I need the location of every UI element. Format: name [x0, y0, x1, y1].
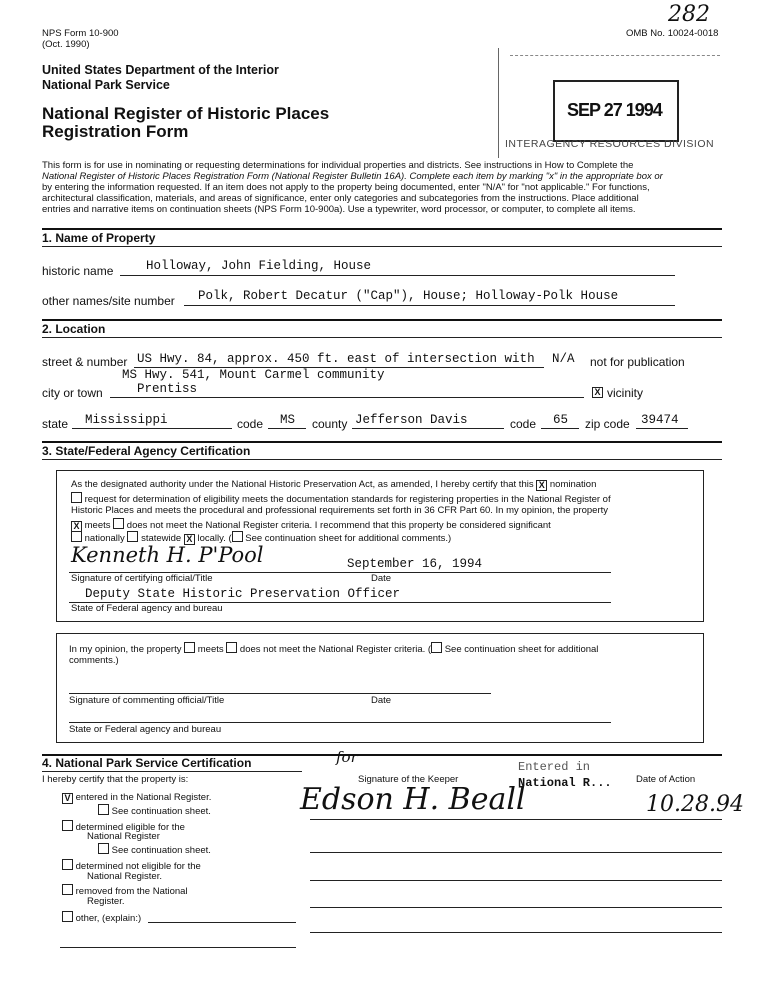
- removed-checkbox[interactable]: [62, 884, 73, 895]
- received-stamp: [553, 80, 679, 142]
- opinion-line2: comments.): [69, 655, 119, 666]
- locally-checkbox[interactable]: X: [184, 534, 195, 545]
- opinion-meets-checkbox[interactable]: [184, 642, 195, 653]
- section4-heading: 4. National Park Service Certification: [42, 756, 252, 770]
- na-value[interactable]: N/A: [552, 352, 575, 366]
- certify-label: I hereby certify that the property is:: [42, 774, 189, 785]
- certifying-signature: Kenneth H. P'Pool: [71, 543, 264, 567]
- form-title-line2: Registration Form: [42, 122, 189, 141]
- section2-rule: [42, 319, 722, 321]
- eligible-checkbox[interactable]: [62, 820, 73, 831]
- section1-rule: [42, 228, 722, 230]
- county-line: [352, 428, 504, 429]
- comment-signature-label: Signature of commenting official/Title: [69, 695, 225, 706]
- certifying-date-value[interactable]: September 16, 1994: [347, 557, 483, 571]
- historic-name-label: historic name: [42, 264, 114, 278]
- stamp-top-edge: [510, 55, 720, 56]
- cert-line3: Historic Places and meets the procedural and professional requirements set forth in 36 CFR Part 60. In my opinion, the property: [71, 505, 609, 516]
- other-extra-line: [60, 947, 296, 948]
- eligible-line: [310, 852, 722, 853]
- comment-agency-label: State or Federal agency and bureau: [69, 724, 222, 735]
- cert-line2: request for determination of eligibility meets the documentation standards for registering properties in the National Register of: [71, 492, 611, 505]
- eligible-continuation-checkbox[interactable]: [98, 843, 109, 854]
- state-code-line: [268, 428, 306, 429]
- county-label: county: [312, 417, 348, 431]
- nationally-checkbox[interactable]: [71, 531, 82, 542]
- agency-label: State of Federal agency and bureau: [71, 603, 223, 614]
- county-code-label: code: [510, 417, 537, 431]
- comment-box: [56, 633, 704, 743]
- zip-label: zip code: [585, 417, 630, 431]
- keeper-label: Signature of the Keeper: [358, 774, 459, 785]
- street-value-line1[interactable]: US Hwy. 84, approx. 450 ft. east of intersection with: [137, 352, 535, 366]
- state-label: state: [42, 417, 69, 431]
- does-not-meet-checkbox[interactable]: [113, 518, 124, 529]
- intro-text: This form is for use in nominating or requesting determinations for individual properties and districts. See instructions in How to Complete the National Register of Historic Places Registration Form (National Register Bulletin 16A). Complete each item by marking "x" in the appropriate box or by entering the information requested. If an item does not apply to the property being documented, enter "N/A" for "not applicable." For functions, architectural classification, materials, and areas of significance, enter only categories and subcategories from the instructions. Place additional entries and narrative items on continuation sheets (NPS Form 10-900a). Use a typewriter, word processor, or computer, to complete all items.: [42, 160, 663, 215]
- certification-box: [56, 470, 704, 622]
- for-note: for: [336, 748, 358, 766]
- not-for-publication-label: not for publication: [590, 355, 685, 369]
- department-name: United States Department of the Interior: [42, 63, 279, 77]
- state-value[interactable]: Mississippi: [85, 413, 168, 427]
- removed-line: [310, 907, 722, 908]
- zip-line: [636, 428, 688, 429]
- handwritten-number: 282: [668, 2, 710, 27]
- other-names-label: other names/site number: [42, 294, 175, 308]
- comment-date-label: Date: [371, 695, 392, 706]
- section3-heading: 3. State/Federal Agency Certification: [42, 444, 251, 458]
- form-number: NPS Form 10-900: [42, 28, 119, 39]
- entered-checkbox[interactable]: V: [62, 793, 73, 804]
- option-eligible-line2: National Register: [87, 831, 160, 842]
- other-explain-line: [148, 922, 296, 923]
- street-label: street & number: [42, 355, 128, 369]
- section2-underline: [42, 337, 722, 338]
- historic-name-value[interactable]: Holloway, John Fielding, House: [146, 259, 372, 273]
- option-removed-line2: Register.: [87, 896, 125, 907]
- omb-number: OMB No. 10024-0018: [626, 28, 719, 39]
- other-names-value[interactable]: Polk, Robert Decatur ("Cap"), House; Holloway-Polk House: [198, 289, 619, 303]
- section2-heading: 2. Location: [42, 322, 106, 336]
- agency-value[interactable]: Deputy State Historic Preservation Officer: [85, 587, 401, 601]
- form-date: (Oct. 1990): [42, 39, 90, 50]
- keeper-signature: Edson H. Beall: [300, 782, 526, 817]
- meets-checkbox[interactable]: X: [71, 521, 82, 532]
- county-code-line: [541, 428, 579, 429]
- cert-continuation-checkbox[interactable]: [232, 531, 243, 542]
- comment-signature-line: [69, 693, 491, 694]
- form-title-line1: National Register of Historic Places: [42, 104, 330, 123]
- entered-continuation-checkbox[interactable]: [98, 804, 109, 815]
- section1-heading: 1. Name of Property: [42, 231, 156, 245]
- section3-rule: [42, 441, 722, 443]
- other-names-line: [184, 305, 675, 306]
- cert-line1: As the designated authority under the National Historic Preservation Act, as amended, I hereby certify that this X nomination: [71, 479, 597, 490]
- county-code-value[interactable]: 65: [553, 413, 569, 427]
- option-removed: removed from the National: [62, 884, 188, 897]
- nomination-checkbox[interactable]: X: [536, 480, 547, 491]
- statewide-checkbox[interactable]: [127, 531, 138, 542]
- option-not-eligible-line2: National Register.: [87, 871, 162, 882]
- request-determination-checkbox[interactable]: [71, 492, 82, 503]
- other-line: [310, 932, 722, 933]
- county-value[interactable]: Jefferson Davis: [355, 413, 468, 427]
- state-code-label: code: [237, 417, 264, 431]
- signature-label: Signature of certifying official/Title: [71, 573, 213, 584]
- option-eligible: determined eligible for the: [62, 820, 185, 833]
- option-entered: V entered in the National Register.: [62, 792, 211, 804]
- cert-line4: X meets does not meet the National Register criteria. I recommend that this property be considered significant: [71, 518, 551, 532]
- option-entered-continuation: See continuation sheet.: [98, 804, 211, 817]
- state-line: [72, 428, 232, 429]
- opinion-does-not-meet-checkbox[interactable]: [226, 642, 237, 653]
- received-stamp-date: SEP 27 1994: [567, 100, 662, 120]
- street-value-line2[interactable]: MS Hwy. 541, Mount Carmel community: [122, 368, 385, 382]
- section1-underline: [42, 246, 722, 247]
- comment-agency-line: [69, 722, 611, 723]
- entered-line: [310, 819, 722, 820]
- section4-underline: [42, 771, 302, 772]
- vicinity-checkbox[interactable]: X: [592, 387, 603, 398]
- other-checkbox[interactable]: [62, 911, 73, 922]
- city-label: city or town: [42, 386, 103, 400]
- vicinity-label: vicinity: [607, 386, 644, 400]
- action-date-value: 10.28.94: [646, 792, 744, 817]
- opinion-line1: In my opinion, the property meets does not meet the National Register criteria. ( See continuation sheet for additional: [69, 644, 599, 655]
- section3-underline: [42, 459, 722, 460]
- entered-stamp-line1: Entered in: [518, 760, 591, 774]
- entered-stamp-line2: National R...: [518, 776, 612, 790]
- opinion-continuation-checkbox[interactable]: [431, 642, 442, 653]
- option-other: other, (explain:): [62, 911, 141, 924]
- action-date-label: Date of Action: [636, 774, 696, 785]
- not-eligible-line: [310, 880, 722, 881]
- zip-value[interactable]: 39474: [641, 413, 679, 427]
- cert-line5: nationally statewide X locally. ( See continuation sheet for additional comments.): [71, 531, 451, 545]
- city-value[interactable]: Prentiss: [137, 382, 198, 396]
- option-not-eligible: determined not eligible for the: [62, 859, 201, 872]
- stamp-divider: [498, 48, 500, 158]
- state-code-value[interactable]: MS: [280, 413, 296, 427]
- service-name: National Park Service: [42, 78, 170, 92]
- not-eligible-checkbox[interactable]: [62, 859, 73, 870]
- stamp-caption: INTERAGENCY RESOURCES DIVISION: [505, 138, 715, 150]
- historic-name-line: [120, 275, 675, 276]
- option-eligible-continuation: See continuation sheet.: [98, 843, 211, 856]
- date-label: Date: [371, 573, 392, 584]
- city-line: [110, 397, 584, 398]
